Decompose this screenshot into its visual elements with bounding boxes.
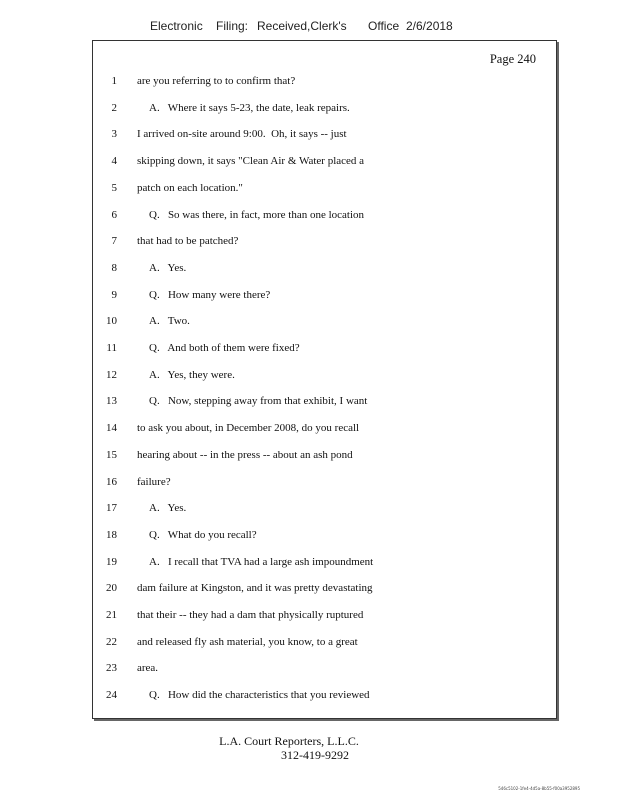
transcript-line [93,182,556,198]
transcript-line [93,449,556,465]
line-number: 14 [106,422,117,435]
line-number: 21 [106,609,117,621]
transcript-line [93,128,556,144]
line-number: 22 [106,635,117,648]
line-text: that their -- they had a dam that physically ruptured [137,609,364,621]
line-text: A. Yes. [149,502,187,515]
transcript-line [93,289,556,305]
transcript-line [93,75,556,91]
line-number: 8 [111,261,117,274]
line-number: 19 [106,555,117,568]
line-text: Q. Now, stepping away from that exhibit, I want [149,395,368,408]
transcript-line [93,529,556,545]
header-date: 2/6/2018 [406,19,453,33]
line-text: that had to be patched? [137,235,239,248]
line-text: Q. And both of them were fixed? [149,342,300,354]
header-electronic: Electronic [150,19,203,33]
line-number: 17 [106,502,117,515]
line-text: dam failure at Kingston, and it was pretty devastating [137,582,373,595]
header-office: Office [368,19,400,33]
line-text: area. [137,662,159,675]
line-number: 12 [106,368,117,381]
transcript-line [93,476,556,492]
footer-company: L.A. Court Reporters, L.L.C. [219,734,359,748]
line-text: are you referring to to confirm that? [137,75,296,87]
line-number: 6 [111,208,117,221]
line-text: A. Where it says 5-23, the date, leak repairs. [149,101,350,114]
line-number: 18 [106,528,117,541]
line-number: 16 [106,475,117,488]
line-text: A. I recall that TVA had a large ash impoundment [149,555,374,568]
transcript-line [93,209,556,225]
line-number: 5 [111,181,117,194]
line-text: A. Yes, they were. [149,368,235,381]
line-number: 7 [111,235,117,248]
transcript-page [92,40,557,719]
line-text: Q. How did the characteristics that you reviewed [149,689,370,702]
transcript-line [93,262,556,278]
line-text: Q. So was there, in fact, more than one location [149,208,365,221]
line-number: 1 [111,75,117,87]
transcript-line [93,689,556,705]
line-text: Q. What do you recall? [149,528,257,541]
page-number: Page 240 [489,52,536,66]
transcript-line [93,342,556,358]
transcript-line [93,369,556,385]
line-number: 20 [106,582,117,595]
line-text: skipping down, it says "Clean Air & Water placed a [137,155,365,168]
line-number: 13 [106,395,117,408]
transcript-line [93,662,556,678]
line-number: 11 [106,342,117,354]
line-text: failure? [137,475,171,488]
line-number: 15 [106,448,117,461]
line-text: Q. How many were there? [149,288,271,301]
line-number: 23 [106,662,117,675]
transcript-line [93,155,556,171]
line-text: and released fly ash material, you know, to a great [137,635,358,648]
transcript-line [93,502,556,518]
transcript-line [93,315,556,331]
footer-phone: 312-419-9292 [281,748,349,762]
line-number: 4 [111,155,117,168]
line-text: A. Two. [149,315,190,328]
transcript-line [93,395,556,411]
transcript-line [93,609,556,625]
line-text: patch on each location." [137,181,243,194]
header-filing: Filing: [216,19,249,33]
transcript-line [93,102,556,118]
filing-header [0,19,618,37]
line-number: 9 [111,288,117,301]
line-text: A. Yes. [149,261,187,274]
line-text: I arrived on-site around 9:00. Oh, it says -- just [137,128,347,141]
line-number: 3 [111,128,117,141]
line-number: 2 [111,101,117,114]
line-number: 10 [106,315,117,328]
transcript-line [93,422,556,438]
document-id: 546c5102-1fe4-4d5a-8b55-f00a3952895 [498,786,580,791]
transcript-line [93,235,556,251]
header-received: Received,Clerk's [257,19,347,33]
line-text: to ask you about, in December 2008, do you recall [137,422,360,435]
transcript-line [93,556,556,572]
line-number: 24 [106,689,117,702]
transcript-line [93,636,556,652]
line-text: hearing about -- in the press -- about an ash pond [137,448,353,461]
transcript-line [93,582,556,598]
